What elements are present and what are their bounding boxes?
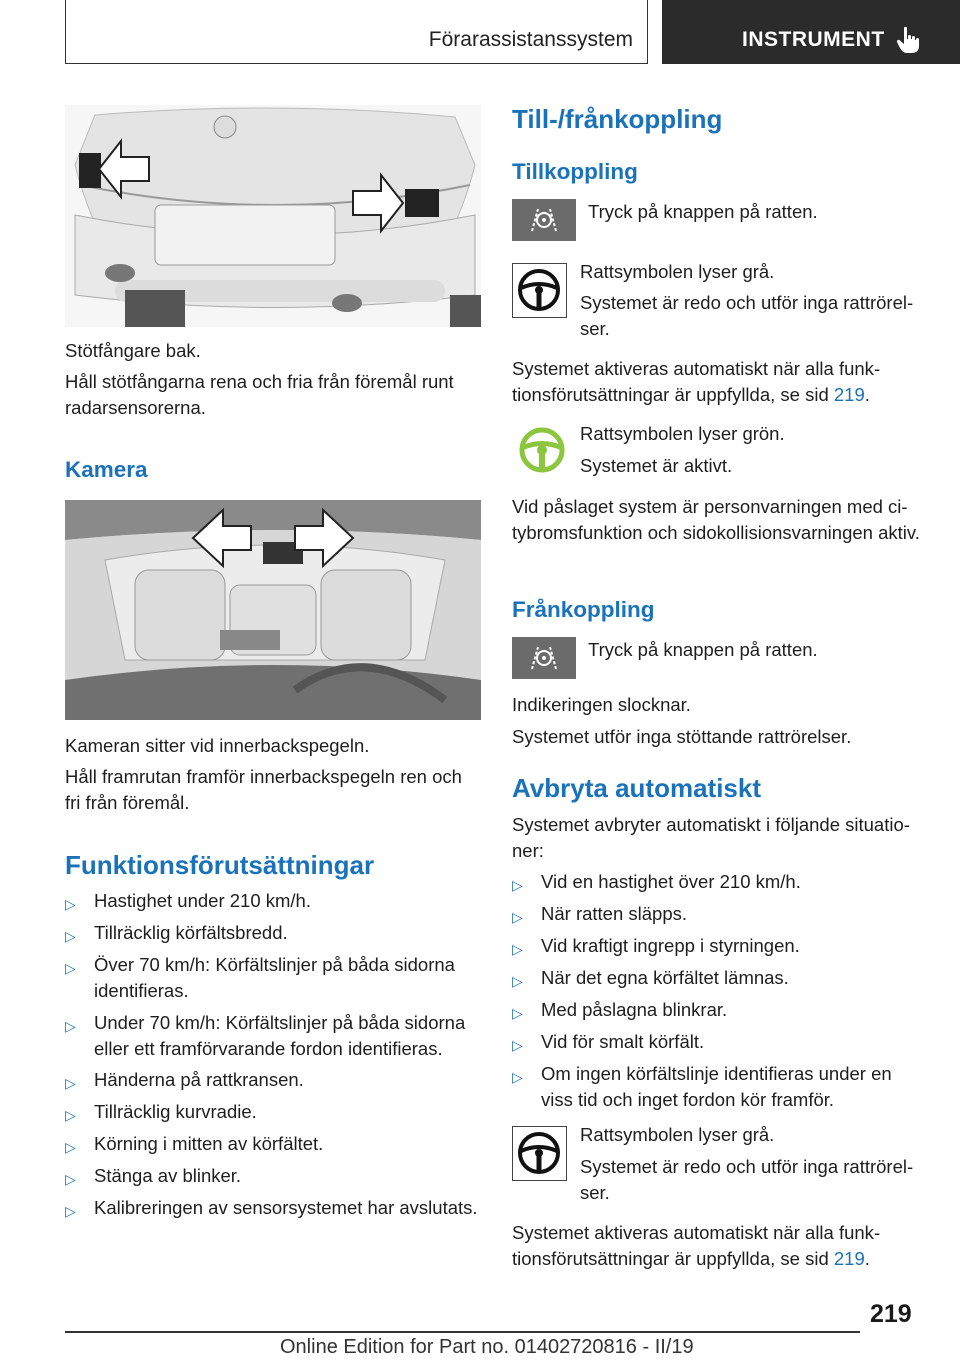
auto-activate-text: Systemet aktiveras automatiskt när alla funktionsförutsättningar är uppfyllda, se sid 219.: [512, 1222, 881, 1269]
page-link-219[interactable]: 219: [833, 384, 865, 405]
bullet-triangle-icon: ▷: [512, 1037, 523, 1053]
list-item: ▷ Tillräcklig kurvradie.: [65, 1099, 481, 1125]
bullet-triangle-icon: ▷: [65, 1171, 76, 1187]
steering-wheel-icon: [512, 1126, 567, 1181]
page-link-219[interactable]: 219: [833, 1248, 865, 1269]
steering-wheel-green-icon: [512, 422, 572, 478]
heading-avbryta-automatiskt: Avbryta automatiskt: [512, 773, 761, 803]
bullet-triangle-icon: ▷: [65, 960, 76, 976]
list-item: ▷ Händerna på rattkransen.: [65, 1067, 481, 1093]
bullet-triangle-icon: ▷: [512, 1005, 523, 1021]
off-press-text: Tryck på knappen på ratten.: [588, 639, 818, 660]
list-item: ▷ Kalibreringen av sensorsystemet har avslutats.: [65, 1195, 481, 1221]
bullet-triangle-icon: ▷: [512, 1069, 523, 1085]
page-number: 219: [870, 1300, 912, 1328]
bumper-instruction: Håll stötfångarna rena och fria från föremål runt radarsensorerna.: [65, 371, 454, 418]
header-chapter-title: INSTRUMENT: [742, 28, 885, 51]
steering-wheel-icon: [512, 263, 567, 318]
list-item: ▷ Tillräcklig körfältsbredd.: [65, 920, 481, 946]
camera-caption: Kameran sitter vid innerbackspegeln.: [65, 735, 370, 756]
car-interior-illustration: [65, 500, 481, 720]
rear-bumper-illustration: [65, 105, 481, 327]
heading-tillkoppling: Tillkoppling: [512, 159, 638, 184]
heading-funktionsforutsattningar: Funktionsförutsättningar: [65, 850, 375, 880]
list-item: ▷ När ratten släpps.: [512, 901, 928, 927]
bullet-triangle-icon: ▷: [512, 909, 523, 925]
bullet-triangle-icon: ▷: [65, 928, 76, 944]
list-item: ▷ Vid kraftigt ingrepp i styrningen.: [512, 933, 928, 959]
heading-frankoppling: Frånkoppling: [512, 597, 655, 622]
grey-symbol-text: Rattsymbolen lyser grå.: [580, 1124, 775, 1145]
bullet-triangle-icon: ▷: [65, 1075, 76, 1091]
list-item: ▷ Körning i mitten av körfältet.: [65, 1131, 481, 1157]
hand-pointer-icon: [896, 26, 922, 54]
list-item: ▷ Stänga av blinker.: [65, 1163, 481, 1189]
list-item: ▷ Vid för smalt körfält.: [512, 1029, 928, 1055]
warning-text: Vid påslaget system är personvarningen med citybromsfunktion och sidokollisionsvarningen aktiv.: [512, 496, 920, 543]
green-symbol-text: Rattsymbolen lyser grön.: [580, 423, 785, 444]
header-section-title: Förarassistanssystem: [428, 28, 633, 51]
active-text: Systemet är aktivt.: [580, 455, 733, 476]
list-item: ▷ Under 70 km/h: Körfältslinjer på båda sidorna eller ett framförvarande fordon identifieras.: [65, 1012, 466, 1059]
footer-edition: Online Edition for Part no. 01402720816 - II/19: [280, 1336, 694, 1358]
rear-bumper-photo: [65, 105, 481, 327]
list-item: ▷ Med påslagna blinkrar.: [512, 997, 928, 1023]
bullet-triangle-icon: ▷: [65, 1139, 76, 1155]
bullet-triangle-icon: ▷: [512, 941, 523, 957]
ready-text: Systemet är redo och utför inga rattrörelser.: [580, 292, 914, 339]
bumper-caption: Stötfångare bak.: [65, 340, 201, 361]
bullet-triangle-icon: ▷: [65, 896, 76, 912]
abort-intro-text: Systemet avbryter automatiskt i följande situationer:: [512, 814, 910, 861]
list-item: ▷ Om ingen körfältslinje identifieras under en viss tid och inget fordon kör framför.: [512, 1063, 892, 1110]
grey-symbol-text: Rattsymbolen lyser grå.: [580, 261, 775, 282]
off-system-text: Systemet utför inga stöttande rattrörelser.: [512, 726, 852, 747]
lane-assist-button-icon: [512, 637, 576, 679]
bullet-triangle-icon: ▷: [65, 1107, 76, 1123]
list-item: ▷ Hastighet under 210 km/h.: [65, 888, 481, 914]
bullet-triangle-icon: ▷: [65, 1203, 76, 1219]
heading-till-frankoppling: Till-/frånkoppling: [512, 104, 723, 134]
header-section-box: [65, 0, 648, 64]
footer-divider: [65, 1331, 860, 1333]
ready-text: Systemet är redo och utför inga rattrörelser.: [580, 1156, 914, 1203]
lane-assist-button-icon: [512, 199, 576, 241]
list-item: ▷ När det egna körfältet lämnas.: [512, 965, 928, 991]
off-indicator-text: Indikeringen slocknar.: [512, 694, 691, 715]
bullet-triangle-icon: ▷: [512, 877, 523, 893]
bullet-triangle-icon: ▷: [65, 1018, 76, 1034]
camera-instruction: Håll framrutan framför innerbackspegeln ren och fri från föremål.: [65, 766, 462, 813]
auto-activate-text: Systemet aktiveras automatiskt när alla funktionsförutsättningar är uppfyllda, se sid 219.: [512, 358, 881, 405]
bullet-triangle-icon: ▷: [512, 973, 523, 989]
camera-interior-photo: [65, 500, 481, 720]
list-item: ▷ Vid en hastighet över 210 km/h.: [512, 869, 928, 895]
list-item: ▷ Över 70 km/h: Körfältslinjer på båda sidorna identifieras.: [65, 954, 455, 1001]
header-chapter-box: [662, 0, 960, 64]
heading-kamera: Kamera: [65, 457, 148, 482]
on-press-text: Tryck på knappen på ratten.: [588, 201, 818, 222]
